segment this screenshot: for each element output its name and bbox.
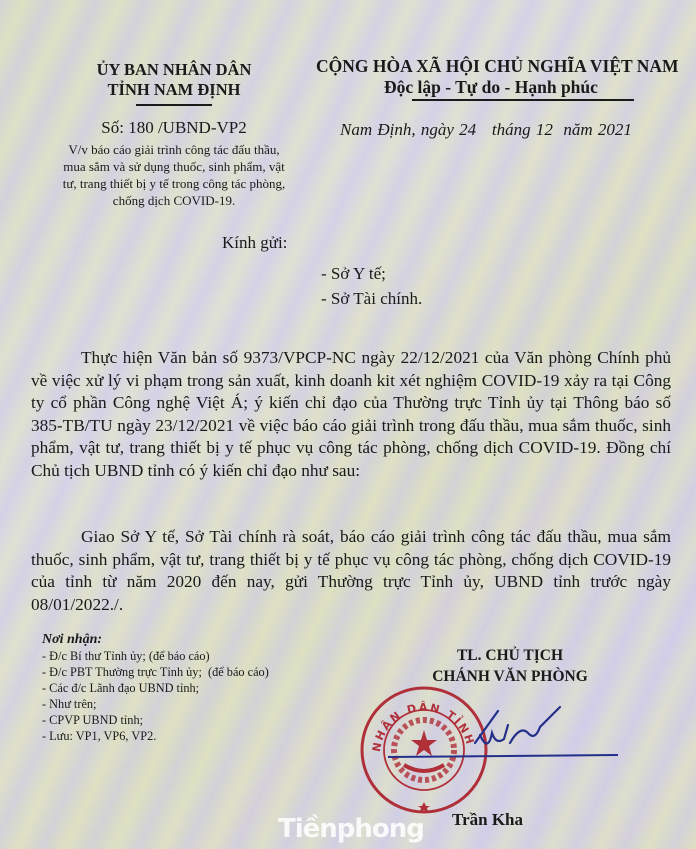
- addressee-list: [321, 261, 422, 311]
- signer-name: Trần Kha: [452, 810, 524, 829]
- subject-line: mua sắm và sử dụng thuốc, sinh phẩm, vật: [63, 159, 285, 174]
- issuer-line2: TỈNH NAM ĐỊNH: [107, 80, 241, 99]
- subject-line: V/v báo cáo giải trình công tác đấu thầu,: [68, 142, 280, 157]
- signature-line1: TL. CHỦ TỊCH: [456, 647, 564, 664]
- recipient-item: - CPVP UBND tỉnh;: [42, 713, 144, 727]
- issuer-underline: [136, 104, 212, 106]
- recipient-item: - Như trên;: [42, 697, 97, 711]
- motto-underline: [412, 99, 634, 101]
- addressee-label: Kính gửi:: [222, 233, 288, 252]
- body-paragraph-2: Giao Sở Y tế, Sở Tài chính rà soát, báo cáo giải trình công tác đấu thầu, mua sắm thuốc, sinh phẩm, vật tư, trang thiết bị y tế phục vụ công tác phòng, chống dịch COVID-19 của tỉnh từ năm 2020 đến nay, gửi Thường trực Tỉnh ủy, UBND tỉnh trước ngày 08/01/2022./.: [31, 527, 671, 614]
- nation-title: CỘNG HÒA XÃ HỘI CHỦ NGHĨA VIỆT NAM: [316, 56, 679, 76]
- national-header: [316, 56, 696, 101]
- addressee-item: - Sở Y tế;: [321, 264, 386, 283]
- signature-title: [400, 645, 620, 687]
- issuer-header: [50, 60, 298, 106]
- national-motto: Độc lập - Tự do - Hạnh phúc: [384, 77, 598, 97]
- subject-line: chống dịch COVID-19.: [112, 193, 236, 208]
- recipient-item: - Các đ/c Lãnh đạo UBND tỉnh;: [42, 681, 200, 695]
- recipients-title: Nơi nhận:: [42, 632, 103, 647]
- publisher-watermark: Tiềnphong: [278, 814, 424, 844]
- document-number: Số: 180 /UBND-VP2: [101, 118, 247, 137]
- recipient-item: - Đ/c PBT Thường trực Tỉnh ủy; (để báo cáo): [42, 665, 269, 679]
- recipients-block: [42, 632, 269, 744]
- recipient-item: - Đ/c Bí thư Tỉnh ủy; (để báo cáo): [42, 649, 210, 663]
- body-paragraph-1: Thực hiện Văn bản số 9373/VPCP-NC ngày 22/12/2021 của Văn phòng Chính phủ về việc xử lý vi phạm trong sản xuất, kinh doanh kit xét nghiệm COVID-19 xảy ra tại Công ty cổ phần Công nghệ Việt Á; ý kiến chỉ đạo của Thường trực Tỉnh ủy tại Thông báo số 385-TB/TU ngày 23/12/2021 về việc báo cáo giải trình trong đấu thầu, mua sắm thuốc, sinh phẩm, vật tư, trang thiết bị y tế phục vụ công tác phòng, chống dịch COVID-19. Đồng chí Chủ tịch UBND tỉnh có ý kiến chỉ đạo như sau:: [31, 348, 671, 480]
- svg-text:NHÂN DÂN TỈNH: NHÂN DÂN TỈNH: [369, 700, 478, 753]
- subject-line: tư, trang thiết bị y tế trong công tác phòng,: [62, 176, 286, 191]
- signature-line2: CHÁNH VĂN PHÒNG: [432, 668, 588, 685]
- recipient-item: - Lưu: VP1, VP6, VP2.: [42, 729, 157, 743]
- place-date: Nam Định, ngày 24 tháng 12 năm 2021: [340, 120, 632, 139]
- document-subject: [50, 141, 298, 209]
- issuer-line1: ỦY BAN NHÂN DÂN: [96, 60, 252, 79]
- handwritten-signature-icon: [380, 705, 620, 765]
- addressee-item: - Sở Tài chính.: [321, 289, 423, 308]
